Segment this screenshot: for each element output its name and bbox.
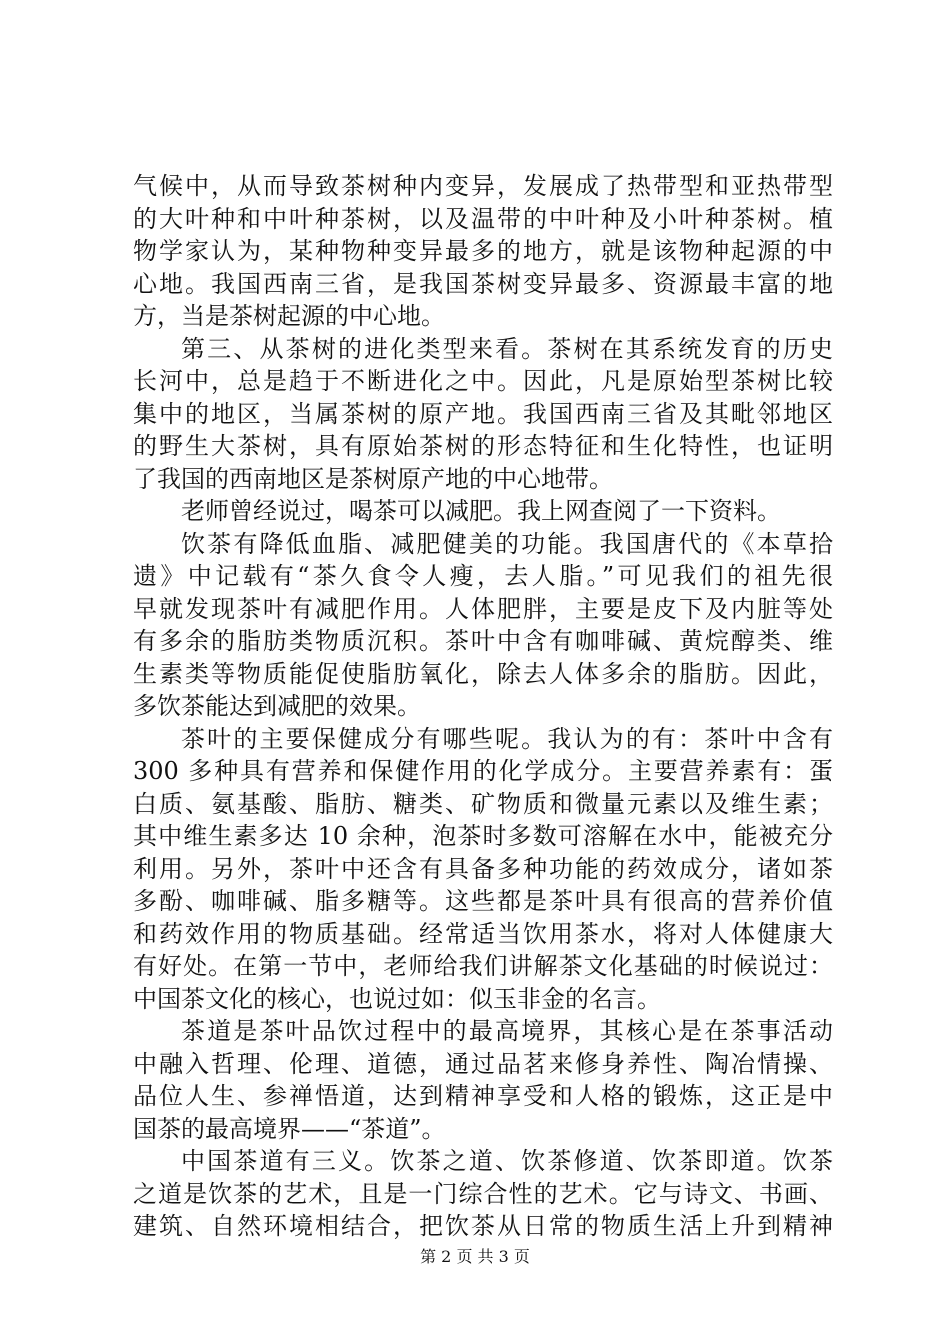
text-line: 生素类等物质能促使脂肪氧化，除去人体多余的脂肪。因此， (133, 659, 833, 688)
text-line: 气候中，从而导致茶树种内变异，发展成了热带型和亚热带型 (133, 172, 833, 200)
text-line: 之道是饮茶的艺术，且是一门综合性的艺术。它与诗文、书画、 (133, 1179, 833, 1208)
text-line: 了我国的西南地区是茶树原产地的中心地带。 (133, 464, 613, 493)
text-line: 建筑、自然环境相结合，把饮茶从日常的物质生活上升到精神 (133, 1212, 833, 1240)
text-line: 中国茶道有三义。饮茶之道、饮茶修道、饮茶即道。饮茶 (181, 1147, 833, 1175)
text-line: 多饮茶能达到减肥的效果。 (133, 692, 421, 720)
text-line: 白质、氨基酸、脂肪、糖类、矿物质和微量元素以及维生素； (133, 789, 833, 818)
text-line: 利用。另外，茶叶中还含有具备多种功能的药效成分，诸如茶 (133, 854, 833, 883)
text-line: 老师曾经说过，喝茶可以减肥。我上网查阅了一下资料。 (181, 497, 781, 525)
text-line: 心地。我国西南三省，是我国茶树变异最多、资源最丰富的地 (133, 269, 833, 298)
text-line: 方，当是茶树起源的中心地。 (133, 302, 445, 330)
text-line: 其中维生素多达 10 余种，泡茶时多数可溶解在水中，能被充分 (133, 822, 833, 850)
text-line: 国茶的最高境界——“茶道”。 (133, 1114, 446, 1143)
text-line: 遗》中记载有“茶久食令人瘦，去人脂。”可见我们的祖先很 (133, 562, 833, 590)
text-line: 300 多种具有营养和保健作用的化学成分。主要营养素有：蛋 (133, 757, 833, 785)
text-line: 和药效作用的物质基础。经常适当饮用茶水，将对人体健康大 (133, 919, 833, 948)
page-footer: 第 2 页 共 3 页 (420, 1247, 530, 1266)
text-line: 饮茶有降低血脂、减肥健美的功能。我国唐代的《本草拾 (181, 529, 833, 558)
text-line: 品位人生、参禅悟道，达到精神享受和人格的锻炼，这正是中 (133, 1082, 833, 1110)
text-line: 茶叶的主要保健成分有哪些呢。我认为的有：茶叶中含有 (181, 724, 833, 753)
text-line: 长河中，总是趋于不断进化之中。因此，凡是原始型茶树比较 (133, 367, 833, 395)
text-line: 有好处。在第一节中，老师给我们讲解茶文化基础的时候说过： (133, 952, 833, 980)
text-line: 集中的地区，当属茶树的原产地。我国西南三省及其毗邻地区 (133, 399, 833, 428)
text-line: 的大叶种和中叶种茶树，以及温带的中叶种及小叶种茶树。植 (133, 204, 833, 233)
text-line: 中融入哲理、伦理、道德，通过品茗来修身养性、陶冶情操、 (133, 1049, 833, 1078)
text-line: 茶道是茶叶品饮过程中的最高境界，其核心是在茶事活动 (181, 1017, 833, 1045)
text-line: 早就发现茶叶有减肥作用。人体肥胖，主要是皮下及内脏等处 (133, 594, 833, 623)
text-line: 有多余的脂肪类物质沉积。茶叶中含有咖啡碱、黄烷醇类、维 (133, 627, 833, 655)
text-line: 中国茶文化的核心，也说过如：似玉非金的名言。 (133, 984, 661, 1013)
text-line: 多酚、咖啡碱、脂多糖等。这些都是茶叶具有很高的营养价值 (133, 887, 833, 915)
text-line: 的野生大茶树，具有原始茶树的形态特征和生化特性，也证明 (133, 432, 833, 460)
text-line: 物学家认为，某种物种变异最多的地方，就是该物种起源的中 (133, 237, 833, 265)
text-line: 第三、从茶树的进化类型来看。茶树在其系统发育的历史 (181, 334, 833, 363)
body-text (133, 170, 833, 1243)
